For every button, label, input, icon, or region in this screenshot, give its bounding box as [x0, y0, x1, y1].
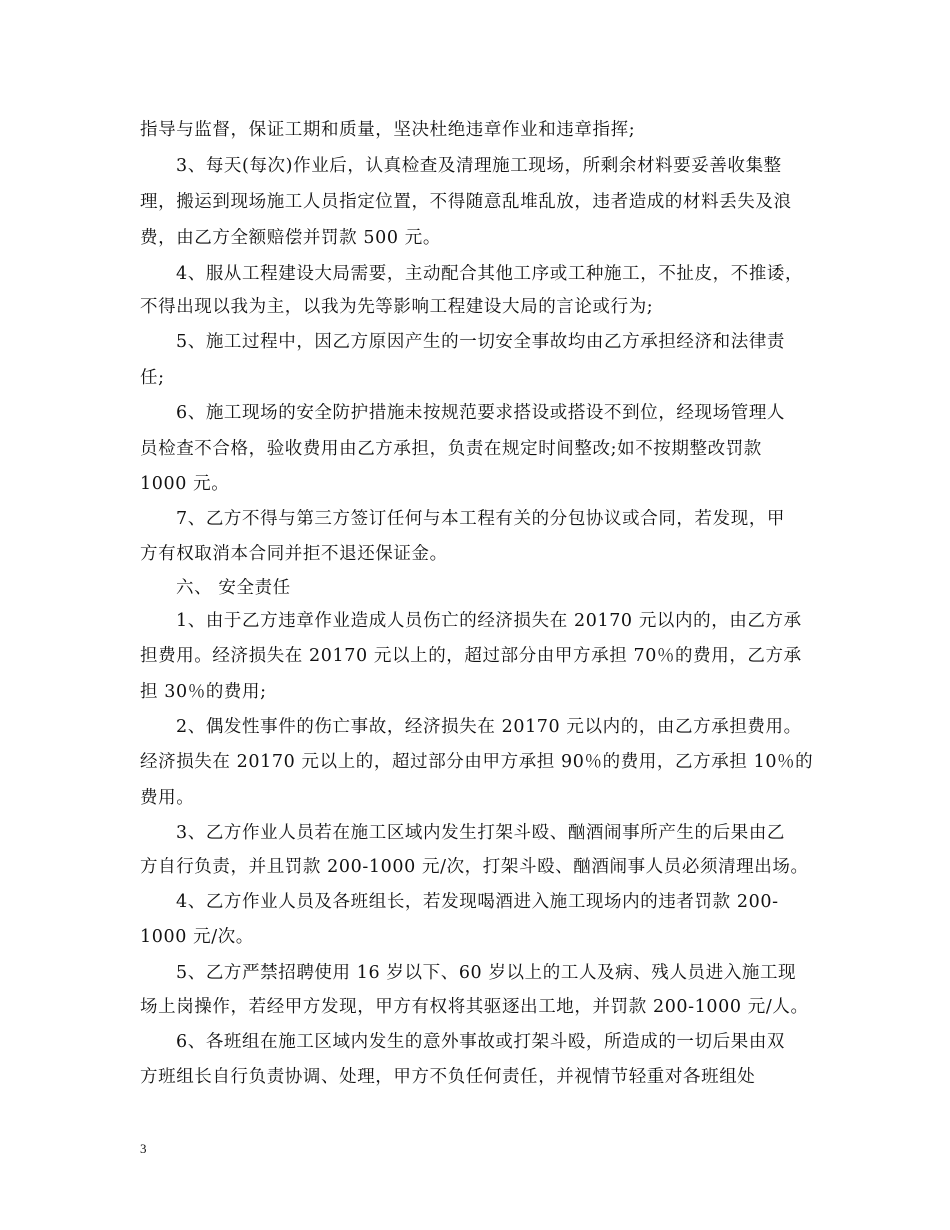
- text-line: 3、乙方作业人员若在施工区域内发生打架斗殴、酗酒闹事所产生的后果由乙: [176, 823, 786, 843]
- text-line: 2、偶发性事件的伤亡事故，经济损失在 20170 元以内的，由乙方承担费用。: [176, 717, 802, 737]
- text-line: 不得出现以我为主，以我为先等影响工程建设大局的言论或行为;: [140, 297, 654, 317]
- text-line: 4、服从工程建设大局需要，主动配合其他工序或工种施工，不扯皮，不推诿，: [176, 264, 804, 284]
- text-line: 方班组长自行负责协调、处理，甲方不负任何责任，并视情节轻重对各班组处: [140, 1067, 756, 1087]
- text-line: 理，搬运到现场施工人员指定位置，不得随意乱堆乱放，违者造成的材料丢失及浪: [140, 192, 792, 212]
- text-line: 担费用。经济损失在 20170 元以上的，超过部分由甲方承担 70％的费用，乙方承: [140, 646, 802, 666]
- text-line: 3、每天(每次)作业后，认真检查及清理施工现场，所剩余材料要妥善收集整: [176, 156, 782, 176]
- text-line: 费用。: [140, 788, 195, 808]
- text-line: 费，由乙方全额赔偿并罚款 500 元。: [140, 228, 441, 248]
- text-line: 经济损失在 20170 元以上的，超过部分由甲方承担 90％的费用，乙方承担 10％的: [140, 752, 814, 772]
- text-line: 5、乙方严禁招聘使用 16 岁以下、60 岁以上的工人及病、残人员进入施工现: [176, 963, 797, 983]
- text-line: 方有权取消本合同并拒不退还保证金。: [140, 544, 448, 564]
- text-line: 6、施工现场的安全防护措施未按规范要求搭设或搭设不到位，经现场管理人: [176, 403, 786, 423]
- text-line: 员检查不合格，验收费用由乙方承担，负责在规定时间整改;如不按期整改罚款: [140, 439, 762, 459]
- text-line: 任;: [140, 368, 165, 388]
- text-line: 担 30％的费用;: [140, 682, 267, 702]
- text-line: 场上岗操作，若经甲方发现，甲方有权将其驱逐出工地，并罚款 200-1000 元/人。: [140, 997, 809, 1017]
- text-line: 4、乙方作业人员及各班组长，若发现喝酒进入施工现场内的违者罚款 200-: [176, 892, 779, 912]
- text-line: 1000 元。: [140, 474, 230, 494]
- text-line: 指导与监督，保证工期和质量，坚决杜绝违章作业和违章指挥;: [140, 120, 636, 140]
- page-number: 3: [140, 1141, 147, 1156]
- text-line: 5、施工过程中，因乙方原因产生的一切安全事故均由乙方承担经济和法律责: [176, 332, 786, 352]
- text-line: 1000 元/次。: [140, 927, 254, 947]
- section-heading: 六、 安全责任: [176, 578, 291, 598]
- text-line: 方自行负责，并且罚款 200-1000 元/次，打架斗殴、酗酒闹事人员必须清理出场。: [140, 857, 809, 877]
- text-line: 7、乙方不得与第三方签订任何与本工程有关的分包协议或合同，若发现，甲: [176, 509, 786, 529]
- text-line: 6、各班组在施工区域内发生的意外事故或打架斗殴，所造成的一切后果由双: [176, 1032, 786, 1052]
- text-line: 1、由于乙方违章作业造成人员伤亡的经济损失在 20170 元以内的，由乙方承: [176, 611, 802, 631]
